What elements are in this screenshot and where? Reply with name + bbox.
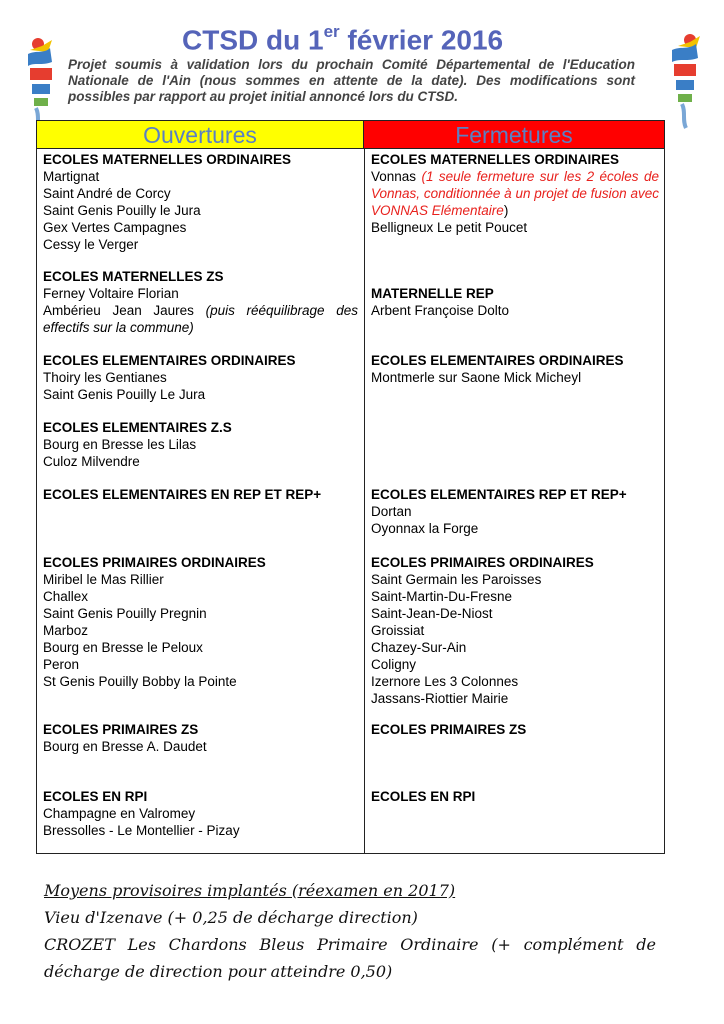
list-item: Thoiry les Gentianes (43, 370, 167, 385)
section-heading: ECOLES EN RPI (371, 789, 476, 804)
list-item: Saint-Jean-De-Niost (371, 606, 493, 621)
list-item: Jassans-Riottier Mairie (371, 691, 509, 706)
list-item: Saint Germain les Paroisses (371, 572, 542, 587)
ouvertures-fermetures-table (36, 120, 665, 854)
section-block (371, 352, 659, 386)
section-block (371, 285, 659, 319)
section-block (371, 151, 659, 236)
section-heading: ECOLES PRIMAIRES ORDINAIRES (43, 555, 266, 570)
list-item: Ferney Voltaire Florian (43, 286, 179, 301)
section-block (43, 788, 358, 839)
section-heading: ECOLES ELEMENTAIRES Z.S (43, 420, 232, 435)
section-heading: ECOLES PRIMAIRES ZS (43, 722, 199, 737)
list-item: Saint-Martin-Du-Fresne (371, 589, 513, 604)
list-item: Challex (43, 589, 89, 604)
ouvertures-header: Ouvertures (37, 121, 364, 149)
list-item: Coligny (371, 657, 417, 672)
section-heading: ECOLES PRIMAIRES ORDINAIRES (371, 555, 594, 570)
list-item: Belligneux Le petit Poucet (371, 220, 528, 235)
list-item: Bourg en Bresse A. Daudet (43, 739, 207, 754)
section-block (43, 268, 358, 336)
section-block (371, 554, 659, 707)
moyens-provisoires-heading: Moyens provisoires implantés (réexamen en 2017) (44, 881, 456, 900)
list-item: Groissiat (371, 623, 425, 638)
list-item: Izernore Les 3 Colonnes (371, 674, 519, 689)
list-item: Miribel le Mas Rillier (43, 572, 164, 587)
section-block (43, 554, 358, 690)
section-heading: ECOLES ELEMENTAIRES EN REP ET REP+ (43, 487, 322, 502)
list-item: Ambérieu Jean Jaures (puis rééquilibrage des effectifs sur la commune) (43, 303, 358, 335)
list-item: Saint Genis Pouilly le Jura (43, 203, 201, 218)
list-item: Saint Genis Pouilly Pregnin (43, 606, 207, 621)
section-block (43, 721, 358, 755)
section-heading: ECOLES ELEMENTAIRES ORDINAIRES (371, 353, 624, 368)
list-item: Saint Genis Pouilly Le Jura (43, 387, 206, 402)
list-item: Arbent Françoise Dolto (371, 303, 510, 318)
list-item: Marboz (43, 623, 89, 638)
list-item: Bourg en Bresse les Lilas (43, 437, 197, 452)
list-item: Champagne en Valromey (43, 806, 196, 821)
list-item: Martignat (43, 169, 100, 184)
list-item: Peron (43, 657, 80, 672)
list-item: Dortan (371, 504, 412, 519)
section-block (43, 352, 358, 403)
list-item: Oyonnax la Forge (371, 521, 479, 536)
list-item: St Genis Pouilly Bobby la Pointe (43, 674, 237, 689)
list-item: Chazey-Sur-Ain (371, 640, 467, 655)
list-item: Bourg en Bresse le Peloux (43, 640, 203, 655)
section-heading: ECOLES EN RPI (43, 789, 148, 804)
section-heading: MATERNELLE REP (371, 286, 494, 301)
list-item: Montmerle sur Saone Mick Micheyl (371, 370, 582, 385)
page-title: CTSD du 1er février 2016 (182, 22, 504, 56)
list-item: Culoz Milvendre (43, 454, 140, 469)
list-item: Gex Vertes Campagnes (43, 220, 187, 235)
list-item: Bressolles - Le Montellier - Pizay (43, 823, 240, 838)
footer-line: Vieu d'Izenave (+ 0,25 de décharge direction) (44, 908, 418, 927)
list-item: Saint André de Corcy (43, 186, 171, 201)
section-heading: ECOLES MATERNELLES ORDINAIRES (43, 152, 292, 167)
vonnas-note: (1 seule fermeture sur les 2 écoles de Vonnas, conditionnée à un projet de fusion avec VONNAS Elémentaire (371, 169, 659, 218)
section-heading: ECOLES MATERNELLES ORDINAIRES (371, 152, 620, 167)
list-item: Cessy le Verger (43, 237, 139, 252)
snu-logo (660, 32, 708, 130)
fermetures-header: Fermetures (364, 121, 664, 149)
section-block (43, 486, 358, 503)
section-heading: ECOLES ELEMENTAIRES REP ET REP+ (371, 487, 627, 502)
section-block (43, 419, 358, 470)
column-divider (364, 149, 365, 853)
list-item: Vonnas (1 seule fermeture sur les 2 écoles de Vonnas, conditionnée à un projet de fusion avec VONNAS Elémentaire) (371, 169, 659, 218)
footer-line: CROZET Les Chardons Bleus Primaire Ordinaire (+ complément de décharge de direction pour atteindre 0,50) (44, 935, 656, 981)
section-heading: ECOLES PRIMAIRES ZS (371, 722, 527, 737)
section-block (371, 486, 659, 537)
section-heading: ECOLES ELEMENTAIRES ORDINAIRES (43, 353, 296, 368)
section-block (371, 788, 659, 805)
section-heading: ECOLES MATERNELLES ZS (43, 269, 224, 284)
intro-text: Projet soumis à validation lors du prochain Comité Départemental de l'Education Nationale de l'Ain (nous sommes en attente de la date). Des modifications sont possibles par rapport au projet initial annoncé lors du CTSD. (68, 57, 635, 104)
section-block (371, 721, 659, 738)
section-block (43, 151, 358, 253)
